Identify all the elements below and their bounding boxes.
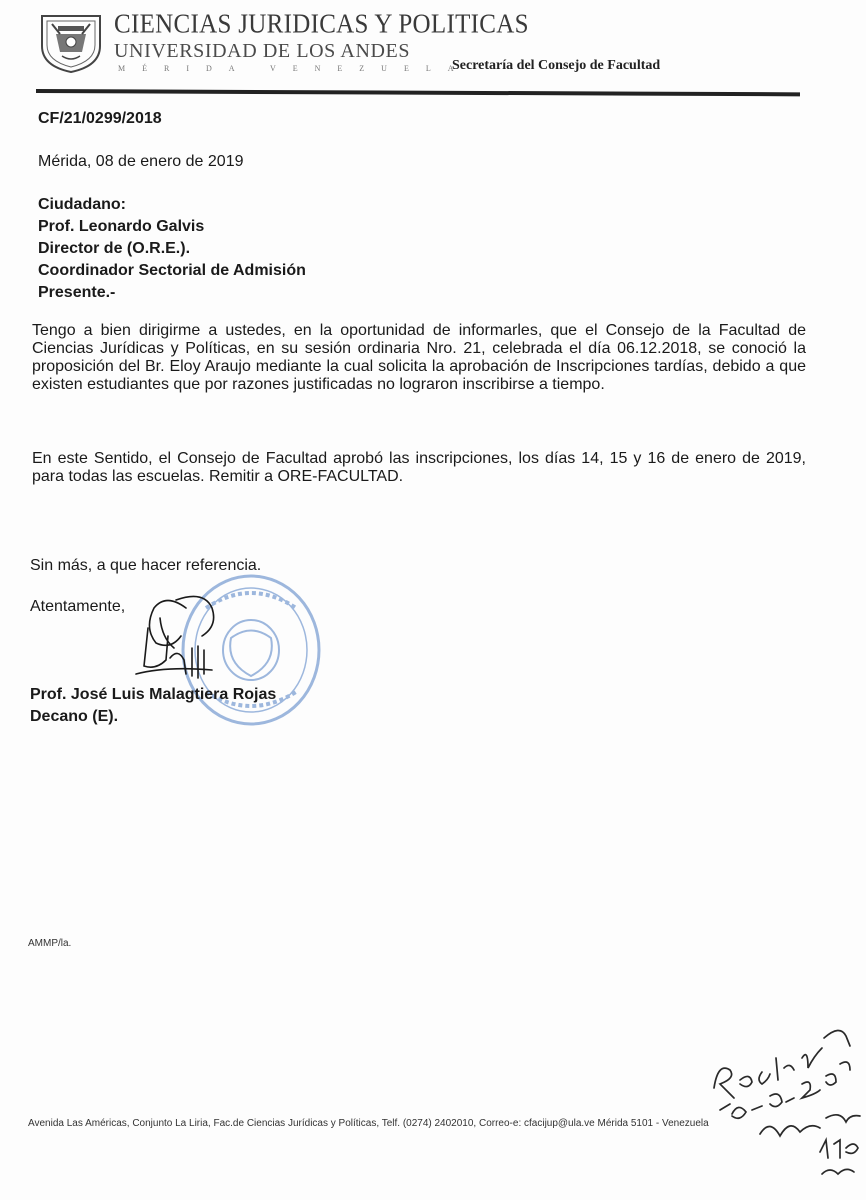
typist-initials: AMMP/la. (28, 938, 72, 949)
university-seal-icon (38, 12, 104, 74)
footer-address: Avenida Las Américas, Conjunto La Liria, Fac.de Ciencias Jurídicas y Políticas, Telf. (0274) 2402010, Correo-e: cfacijup@ula.ve Mérida 5101 - Venezuela (28, 1118, 709, 1129)
signer-block (30, 684, 276, 728)
recipient-line: Prof. Leonardo Galvis (38, 218, 205, 235)
salutation: Atentamente, (30, 598, 126, 615)
recipient-block (38, 194, 306, 304)
recipient-line: Coordinador Sectorial de Admisión (38, 262, 306, 279)
university-name: UNIVERSIDAD DE LOS ANDES (114, 40, 411, 62)
city-country: MÉRIDA VENEZUELA (118, 64, 471, 73)
handwritten-received-note-icon (690, 1018, 866, 1188)
body-paragraph-1: Tengo a bien dirigirme a ustedes, en la oportunidad de informarles, que el Consejo de la Facultad de Ciencias Jurídicas y Políticas, en su sesión ordinaria Nro. 21, celebrada el día 06.12.2018, se conoció la proposición del Br. Eloy Araujo mediante la cual solicita la aprobación de Inscripciones tardías, debido a que existen estudiantes que por razones justificadas no lograron inscribirse a tiempo. (32, 322, 806, 393)
handwritten-signature-icon (126, 588, 236, 688)
header-divider (36, 89, 800, 96)
body-paragraph-2: En este Sentido, el Consejo de Facultad aprobó las inscripciones, los días 14, 15 y 16 de enero de 2019, para todas las escuelas. Remitir a ORE-FACULTAD. (32, 450, 806, 485)
letter-date: Mérida, 08 de enero de 2019 (38, 153, 244, 170)
reference-number: CF/21/0299/2018 (38, 110, 162, 127)
signer-name: Prof. José Luis Malagtiera Rojas (30, 686, 277, 703)
office-name: Secretaría del Consejo de Facultad (452, 58, 661, 73)
closing-line: Sin más, a que hacer referencia. (30, 557, 262, 574)
faculty-title: CIENCIAS JURIDICAS Y POLITICAS (114, 10, 529, 40)
recipient-line: Director de (O.R.E.). (38, 240, 191, 257)
signer-title: Decano (E). (30, 708, 119, 725)
recipient-line: Presente.- (38, 284, 116, 301)
recipient-line: Ciudadano: (38, 196, 126, 213)
